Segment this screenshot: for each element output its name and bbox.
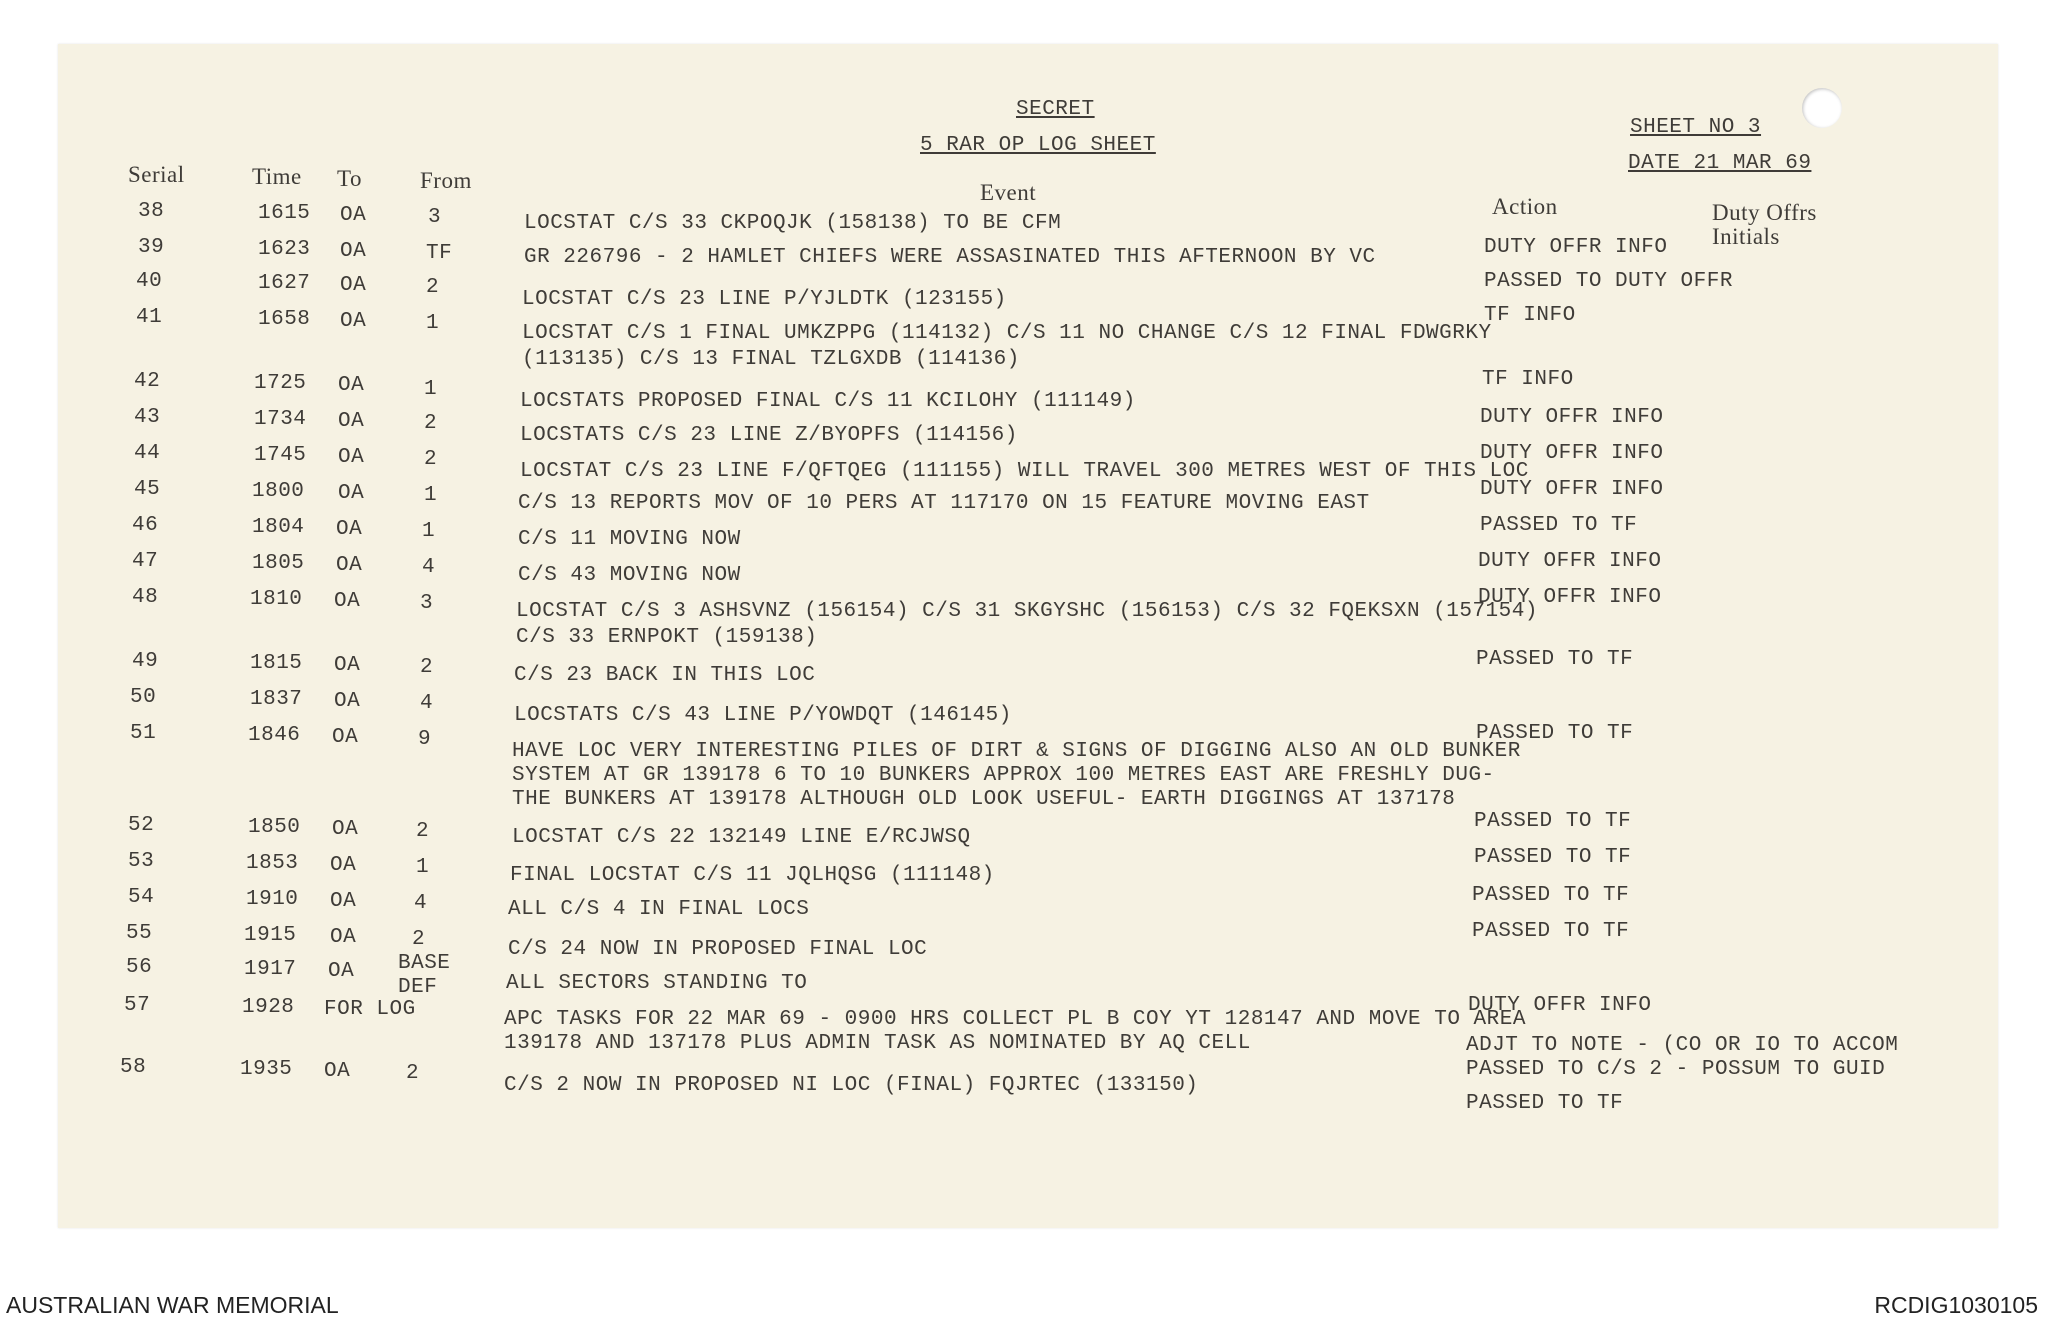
row-serial: 49	[132, 650, 159, 673]
row-serial: 38	[138, 200, 165, 223]
row-to: OA	[330, 926, 357, 949]
row-to: OA	[328, 960, 355, 983]
row-time: 1615	[258, 202, 311, 225]
row-serial: 43	[134, 406, 161, 429]
row-to: OA	[330, 854, 357, 877]
row-serial: 55	[126, 922, 153, 945]
row-action: DUTY OFFR INFO	[1480, 478, 1664, 501]
row-action: PASSED TO TF	[1474, 810, 1632, 833]
row-action: PASSED TO TF	[1466, 1092, 1624, 1115]
row-from: 1	[416, 856, 430, 879]
row-from: 2	[420, 656, 434, 679]
row-time: 1658	[258, 308, 311, 331]
row-from: 3	[420, 592, 434, 615]
row-action: PASSED TO TF	[1476, 722, 1634, 745]
row-to: OA	[334, 654, 361, 677]
row-from: 2	[424, 412, 438, 435]
classification-label: SECRET	[1016, 98, 1095, 121]
row-time: 1804	[252, 516, 305, 539]
row-from: 2	[424, 448, 438, 471]
row-serial: 57	[124, 994, 151, 1017]
row-from: 4	[414, 892, 428, 915]
row-serial: 52	[128, 814, 155, 837]
row-from: 1	[424, 378, 438, 401]
row-event: C/S 11 MOVING NOW	[518, 528, 741, 551]
row-event-cont: C/S 33 ERNPOKT (159138)	[516, 626, 818, 649]
row-to: OA	[338, 374, 365, 397]
row-to: OA	[340, 274, 367, 297]
row-to: OA	[324, 1060, 351, 1083]
row-event: LOCSTAT C/S 22 132149 LINE E/RCJWSQ	[512, 826, 971, 849]
row-serial: 56	[126, 956, 153, 979]
row-event: ALL C/S 4 IN FINAL LOCS	[508, 898, 810, 921]
row-event-cont: (113135) C/S 13 FINAL TZLGXDB (114136)	[522, 348, 1020, 371]
row-event: LOCSTATS C/S 43 LINE P/YOWDQT (146145)	[514, 704, 1012, 727]
col-header-serial: Serial	[128, 162, 185, 187]
row-time: 1915	[244, 924, 297, 947]
row-from: 4	[422, 556, 436, 579]
col-header-event: Event	[980, 180, 1037, 205]
row-event: GR 226796 - 2 HAMLET CHIEFS WERE ASSASINATED THIS AFTERNOON BY VC	[524, 246, 1376, 269]
row-to: OA	[332, 726, 359, 749]
row-event: C/S 23 BACK IN THIS LOC	[514, 664, 816, 687]
row-to: OA	[338, 482, 365, 505]
row-event: C/S 43 MOVING NOW	[518, 564, 741, 587]
row-serial: 46	[132, 514, 159, 537]
sheet-number: SHEET NO 3	[1630, 116, 1762, 139]
row-serial: 44	[134, 442, 161, 465]
row-event: C/S 24 NOW IN PROPOSED FINAL LOC	[508, 938, 928, 961]
row-action: DUTY OFFR INFO	[1480, 406, 1664, 429]
row-to: OA	[336, 554, 363, 577]
row-time: 1850	[248, 816, 301, 839]
row-from: 3	[428, 206, 442, 229]
row-time: 1725	[254, 372, 307, 395]
row-action: PASSED TO TF	[1476, 648, 1634, 671]
row-time: 1734	[254, 408, 307, 431]
row-time: 1837	[250, 688, 303, 711]
row-serial: 48	[132, 586, 159, 609]
sheet-date: DATE 21 MAR 69	[1628, 152, 1812, 175]
row-serial: 53	[128, 850, 155, 873]
row-action-cont: PASSED TO C/S 2 - POSSUM TO GUID	[1466, 1058, 1886, 1081]
row-event: C/S 13 REPORTS MOV OF 10 PERS AT 117170 ON 15 FEATURE MOVING EAST	[518, 492, 1370, 515]
row-event: LOCSTAT C/S 1 FINAL UMKZPPG (114132) C/S 11 NO CHANGE C/S 12 FINAL FDWGRKY	[522, 322, 1492, 345]
row-from: 2	[412, 928, 426, 951]
row-event: ALL SECTORS STANDING TO	[506, 972, 808, 995]
row-action: DUTY OFFR INFO	[1480, 442, 1664, 465]
row-action: PASSED TO TF	[1472, 920, 1630, 943]
row-from: BASE	[398, 952, 451, 975]
row-time: 1805	[252, 552, 305, 575]
row-action: PASSED TO TF	[1474, 846, 1632, 869]
col-header-time: Time	[252, 164, 302, 189]
row-time: 1815	[250, 652, 303, 675]
row-to: OA	[334, 590, 361, 613]
row-from-cont: DEF	[398, 976, 438, 999]
archive-credit: AUSTRALIAN WAR MEMORIAL	[6, 1292, 339, 1318]
row-action: DUTY OFFR INFO	[1484, 236, 1668, 259]
row-action: PASSED TO TF	[1480, 514, 1638, 537]
row-time: 1853	[246, 852, 299, 875]
row-from: 2	[426, 276, 440, 299]
row-serial: 58	[120, 1056, 147, 1079]
row-action: DUTY OFFR INFO	[1478, 586, 1662, 609]
row-serial: 51	[130, 722, 157, 745]
row-time: 1910	[246, 888, 299, 911]
row-from: 1	[424, 484, 438, 507]
row-from: 1	[426, 312, 440, 335]
row-from: 2	[416, 820, 430, 843]
row-to: FOR LOG	[324, 998, 416, 1021]
row-time: 1935	[240, 1058, 293, 1081]
row-serial: 54	[128, 886, 155, 909]
row-action-cont: ADJT TO NOTE - (CO OR IO TO ACCOM	[1466, 1034, 1899, 1057]
col-header-action: Action	[1492, 194, 1558, 219]
row-time: 1800	[252, 480, 305, 503]
sheet-title: 5 RAR OP LOG SHEET	[920, 134, 1156, 157]
row-serial: 41	[136, 306, 163, 329]
row-serial: 50	[130, 686, 157, 709]
archive-reference: RCDIG1030105	[1874, 1292, 2038, 1318]
row-from: 2	[406, 1062, 420, 1085]
row-to: OA	[332, 818, 359, 841]
row-to: OA	[340, 240, 367, 263]
row-to: OA	[338, 410, 365, 433]
row-event: LOCSTATS C/S 23 LINE Z/BYOPFS (114156)	[520, 424, 1018, 447]
row-time: 1846	[248, 724, 301, 747]
row-time: 1810	[250, 588, 303, 611]
row-event: LOCSTAT C/S 23 LINE P/YJLDTK (123155)	[522, 288, 1007, 311]
row-action: DUTY OFFR INFO	[1468, 994, 1652, 1017]
row-to: OA	[336, 518, 363, 541]
row-serial: 40	[136, 270, 163, 293]
punch-hole	[1802, 88, 1842, 128]
row-action: TF INFO	[1482, 368, 1574, 391]
row-action: DUTY OFFR INFO	[1478, 550, 1662, 573]
row-serial: 45	[134, 478, 161, 501]
row-from: 9	[418, 728, 432, 751]
row-to: OA	[334, 690, 361, 713]
row-event: LOCSTAT C/S 23 LINE F/QFTQEG (111155) WILL TRAVEL 300 METRES WEST OF THIS LOC	[520, 460, 1529, 483]
row-time: 1928	[242, 996, 295, 1019]
row-event: HAVE LOC VERY INTERESTING PILES OF DIRT & SIGNS OF DIGGING ALSO AN OLD BUNKER	[512, 740, 1521, 763]
row-time: 1917	[244, 958, 297, 981]
row-from: 1	[422, 520, 436, 543]
col-header-initials: Initials	[1712, 224, 1780, 249]
row-from: 4	[420, 692, 434, 715]
row-event-cont: THE BUNKERS AT 139178 ALTHOUGH OLD LOOK USEFUL- EARTH DIGGINGS AT 137178	[512, 788, 1456, 811]
col-header-duty-offrs: Duty Offrs	[1712, 200, 1817, 225]
row-serial: 47	[132, 550, 159, 573]
row-action: TF INFO	[1484, 304, 1576, 327]
row-event: LOCSTAT C/S 33 CKPOQJK (158138) TO BE CFM	[524, 212, 1062, 235]
row-serial: 42	[134, 370, 161, 393]
row-action: PASSED TO TF	[1472, 884, 1630, 907]
row-event: FINAL LOCSTAT C/S 11 JQLHQSG (111148)	[510, 864, 995, 887]
row-event: LOCSTATS PROPOSED FINAL C/S 11 KCILOHY (111149)	[520, 390, 1136, 413]
row-event: LOCSTAT C/S 3 ASHSVNZ (156154) C/S 31 SKGYSHC (156153) C/S 32 FQEKSXN (157154)	[516, 600, 1538, 623]
row-event-cont: SYSTEM AT GR 139178 6 TO 10 BUNKERS APPROX 100 METRES EAST ARE FRESHLY DUG-	[512, 764, 1495, 787]
row-time: 1623	[258, 238, 311, 261]
row-to: OA	[340, 204, 367, 227]
row-to: OA	[338, 446, 365, 469]
col-header-from: From	[420, 168, 472, 193]
row-action: PASSED TO DUTY OFFR	[1484, 270, 1733, 293]
row-from: TF	[426, 242, 453, 265]
row-event: APC TASKS FOR 22 MAR 69 - 0900 HRS COLLECT PL B COY YT 128147 AND MOVE TO AREA	[504, 1008, 1526, 1031]
row-to: OA	[330, 890, 357, 913]
row-serial: 39	[138, 236, 165, 259]
col-header-to: To	[337, 166, 362, 191]
row-event-cont: 139178 AND 137178 PLUS ADMIN TASK AS NOMINATED BY AQ CELL	[504, 1032, 1251, 1055]
row-to: OA	[340, 310, 367, 333]
row-time: 1627	[258, 272, 311, 295]
row-time: 1745	[254, 444, 307, 467]
row-event: C/S 2 NOW IN PROPOSED NI LOC (FINAL) FQJRTEC (133150)	[504, 1074, 1199, 1097]
